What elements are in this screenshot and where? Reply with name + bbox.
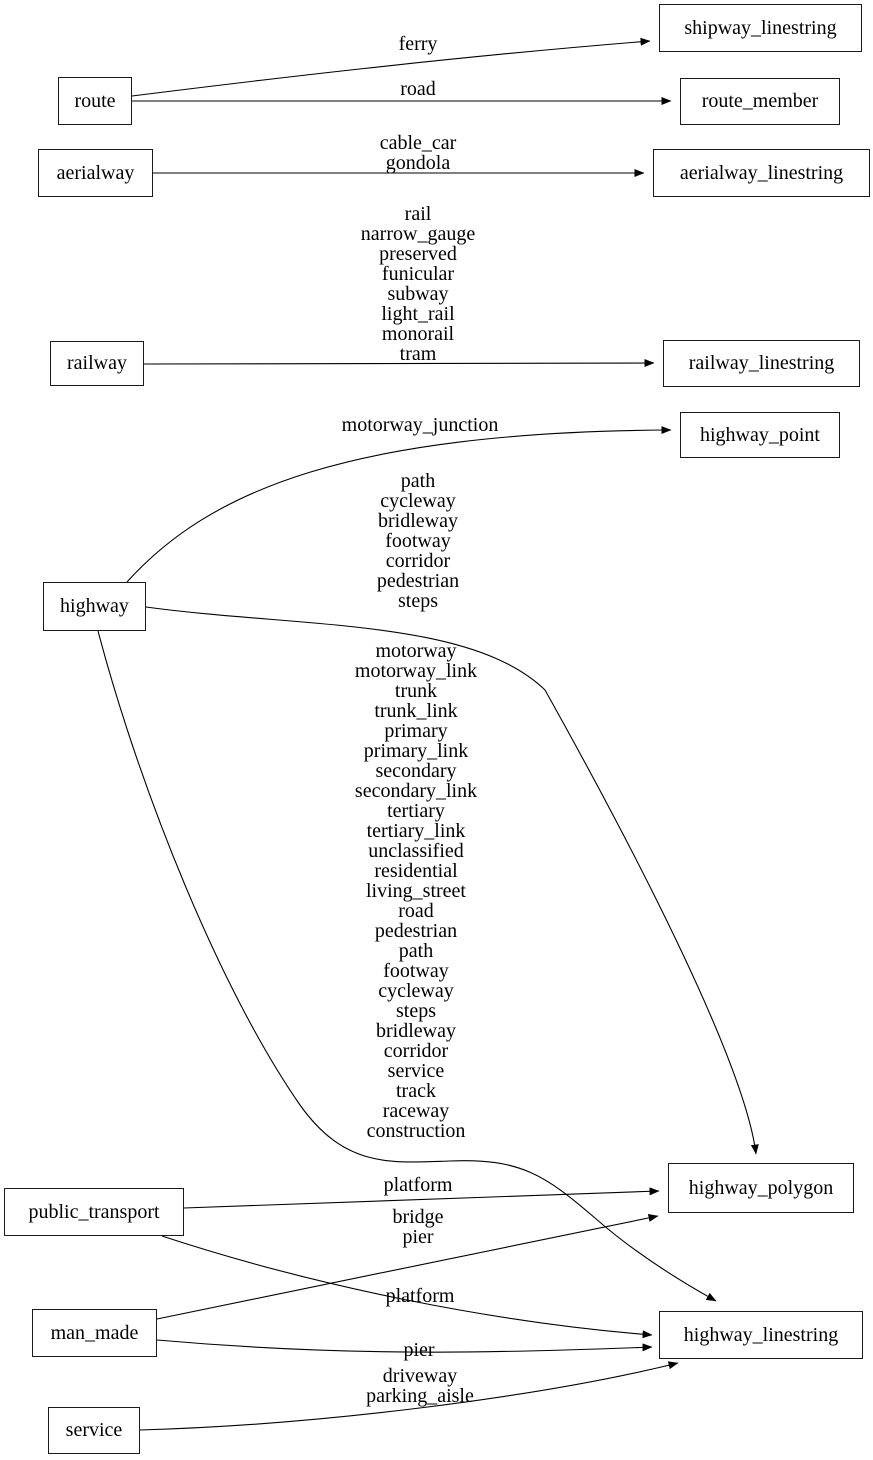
node-highway_linestring [659, 1311, 863, 1359]
node-man_made [32, 1309, 157, 1357]
node-label-highway_polygon: highway_polygon [688, 1176, 834, 1199]
node-label-highway_point: highway_point [700, 423, 820, 446]
node-label-public_transport: public_transport [28, 1200, 160, 1223]
node-aerialway_linestring [653, 149, 870, 197]
node-route_member [680, 78, 840, 125]
node-label-man_made: man_made [50, 1321, 139, 1344]
node-label-highway: highway [60, 595, 129, 617]
node-highway_polygon [668, 1163, 854, 1213]
node-service [48, 1407, 140, 1454]
edge-label-highway-to-highway_linestring: motorway motorway_link trunk trunk_link primary primary_link secondary secondary_link tertiary tertiary_link unclassified residential living_street road pedestrian path footway cycleway steps bridleway corridor service track raceway construction [354, 640, 478, 1142]
node-aerialway [38, 149, 153, 197]
node-highway [43, 582, 146, 631]
node-label-service: service [65, 1419, 123, 1441]
edge-route-to-shipway_linestring [132, 41, 650, 96]
edge-label-public_transport-to-highway_linestring: platform [385, 1285, 455, 1307]
edge-label-aerialway-to-aerialway_linestring: cable_car gondola [379, 132, 457, 174]
node-highway_point [680, 412, 840, 458]
edge-label-public_transport-to-highway_polygon: platform [383, 1174, 453, 1196]
node-label-shipway_linestring: shipway_linestring [684, 16, 837, 39]
edge-label-man_made-to-highway_linestring: pier [403, 1339, 435, 1361]
node-label-highway_linestring: highway_linestring [683, 1323, 839, 1346]
node-label-aerialway: aerialway [56, 161, 135, 184]
edge-label-route-to-route_member: road [400, 78, 436, 100]
node-label-railway_linestring: railway_linestring [688, 352, 835, 374]
node-label-route: route [74, 89, 116, 112]
node-route [58, 77, 132, 125]
node-label-railway: railway [67, 352, 127, 374]
node-railway [50, 341, 144, 386]
edge-label-man_made-to-highway_polygon: bridge pier [392, 1206, 444, 1248]
node-railway_linestring [663, 340, 860, 387]
node-shipway_linestring [659, 4, 862, 52]
edge-label-highway-to-highway_polygon: path cycleway bridleway footway corridor pedestrian steps [376, 470, 460, 612]
node-label-route_member: route_member [701, 90, 819, 112]
edge-label-route-to-shipway_linestring: ferry [398, 33, 438, 55]
edge-label-railway-to-railway_linestring: rail narrow_gauge preserved funicular subway light_rail monorail tram [360, 203, 476, 365]
node-public_transport [4, 1188, 184, 1236]
node-label-aerialway_linestring: aerialway_linestring [679, 161, 844, 184]
edge-label-highway-to-highway_point: motorway_junction [341, 414, 499, 436]
edge-label-service-to-highway_linestring: driveway parking_aisle [366, 1365, 474, 1407]
